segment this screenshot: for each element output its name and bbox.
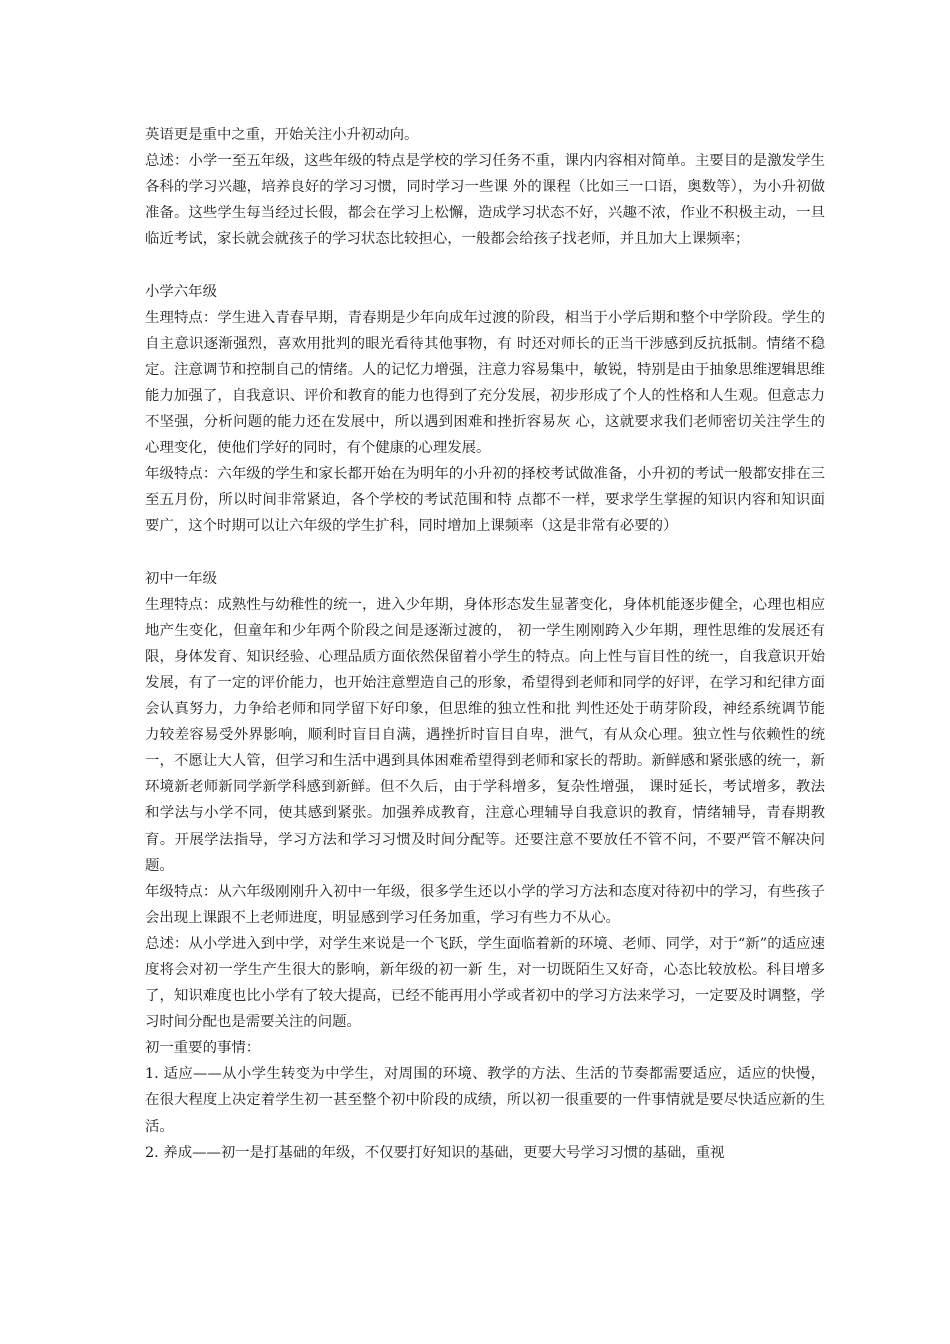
list-item-adapt: 1. 适应——从小学生转变为中学生，对周围的环境、教学的方法、生活的节奏都需要适应，适应的快慢，在很大程度上决定着学生初一甚至整个初中阶段的成绩，所以初一很重要的一件事情就是要尽快适应新的生活。 xyxy=(145,1066,825,1135)
paragraph-grade1-5-summary: 总述：小学一至五年级，这些年级的特点是学校的学习任务不重，课内内容相对简单。主要目的是激发学生各科的学习兴趣，培养良好的学习习惯，同时学习一些课 外的课程（比如三一口语，奥数等），为小升初做准备。这些学生每当经过长假，都会在学习上松懈，造成学习状态不好，兴趣不浓，作业不积极主动，一旦临近考试，家长就会就孩子的学习状态比较担心，一般都会给孩子找老师，并且加大上课频率； xyxy=(145,153,825,248)
paragraph-grade6-features: 年级特点：六年级的学生和家长都开始在为明年的小升初的择校考试做准备，小升初的考试一般都安排在三至五月份，所以时间非常紧迫，各个学校的考试范围和特 点都不一样，要求学生掌握的知识内容和知识面要广，这个时期可以让六年级的学生扩科，同时增加上课频率（这是非常有必要的） xyxy=(145,466,825,535)
section-heading-grade6: 小学六年级 xyxy=(145,283,217,300)
section-heading-junior1: 初中一年级 xyxy=(145,570,217,587)
paragraph-grade6-physiology: 生理特点：学生进入青春早期，青春期是少年向成年过渡的阶段，相当于小学后期和整个中学阶段。学生的自主意识逐渐强烈，喜欢用批判的眼光看待其他事物，有 时还对师长的正当干涉感到反抗抵制。情绪不稳定。注意调节和控制自己的情绪。人的记忆力增强，注意力容易集中，敏锐，特别是由于抽象思维逻辑思维能力加强了，自我意识、评价和教育的能力也得到了充分发展，初步形成了个人的性格和人生观。但意志力不坚强，分析问题的能力还在发展中，所以遇到困难和挫折容易灰 心，这就要求我们老师密切关注学生的心理变化，使他们学好的同时，有个健康的心理发展。 xyxy=(145,309,825,457)
paragraph-junior1-features: 年级特点：从六年级刚刚升入初中一年级，很多学生还以小学的学习方法和态度对待初中的学习，有些孩子会出现上课跟不上老师进度，明显感到学习任务加重，学习有些力不从心。 xyxy=(145,883,825,926)
paragraph-junior1-summary: 总述：从小学进入到中学，对学生来说是一个飞跃，学生面临着新的环境、老师、同学，对于“新”的适应速度将会对初一学生产生很大的影响，新年级的初一新 生，对一切既陌生又好奇，心态比较放松。科目增多了，知识难度也比小学有了较大提高，已经不能再用小学或者初中的学习方法来学习，一定要及时调整，学习时间分配也是需要关注的问题。 xyxy=(145,935,825,1031)
document-body xyxy=(145,122,825,1166)
list-item-habit: 2. 养成——初一是打基础的年级，不仅要打好知识的基础，更要大号学习习惯的基础，重视 xyxy=(145,1144,725,1161)
paragraph-xiaoshengchu-intro: 英语更是重中之重，开始关注小升初动向。 xyxy=(145,127,419,143)
paragraph-junior1-physiology: 生理特点：成熟性与幼稚性的统一，进入少年期，身体形态发生显著变化，身体机能逐步健全，心理也相应地产生变化，但童年和少年两个阶段之间是逐渐过渡的， 初一学生刚刚跨入少年期，理性思维的发展还有限，身体发育、知识经验、心理品质方面依然保留着小学生的特点。向上性与盲目性的统一，自我意识开始发展，有了一定的评价能力，也开始注意塑造自己的形象，希望得到老师和同学的好评，在学习和纪律方面会认真努力，力争给老师和同学留下好印象，但思维的独立性和批 判性还处于萌芽阶段，神经系统调节能力较差容易受外界影响，顺利时盲目自满，遇挫折时盲目自卑，泄气，有从众心理。独立性与依赖性的统一，不愿让大人管，但学习和生活中遇到具体困难希望得到老师和家长的帮助。新鲜感和紧张感的统一，新环境新老师新同学新学科感到新鲜。但不久后，由于学科增多，复杂性增强， 课时延长，考试增多，教法和学法与小学不同，使其感到紧张。加强养成教育，注意心理辅导自我意识的教育，情绪辅导，青春期教育。开展学法指导，学习方法和学习习惯及时间分配等。还要注意不要放任不管不问，不要严管不解决问题。 xyxy=(145,596,825,874)
paragraph-gap xyxy=(145,252,825,278)
paragraph-gap xyxy=(145,540,825,566)
list-heading-junior1-important: 初一重要的事情： xyxy=(145,1040,261,1057)
